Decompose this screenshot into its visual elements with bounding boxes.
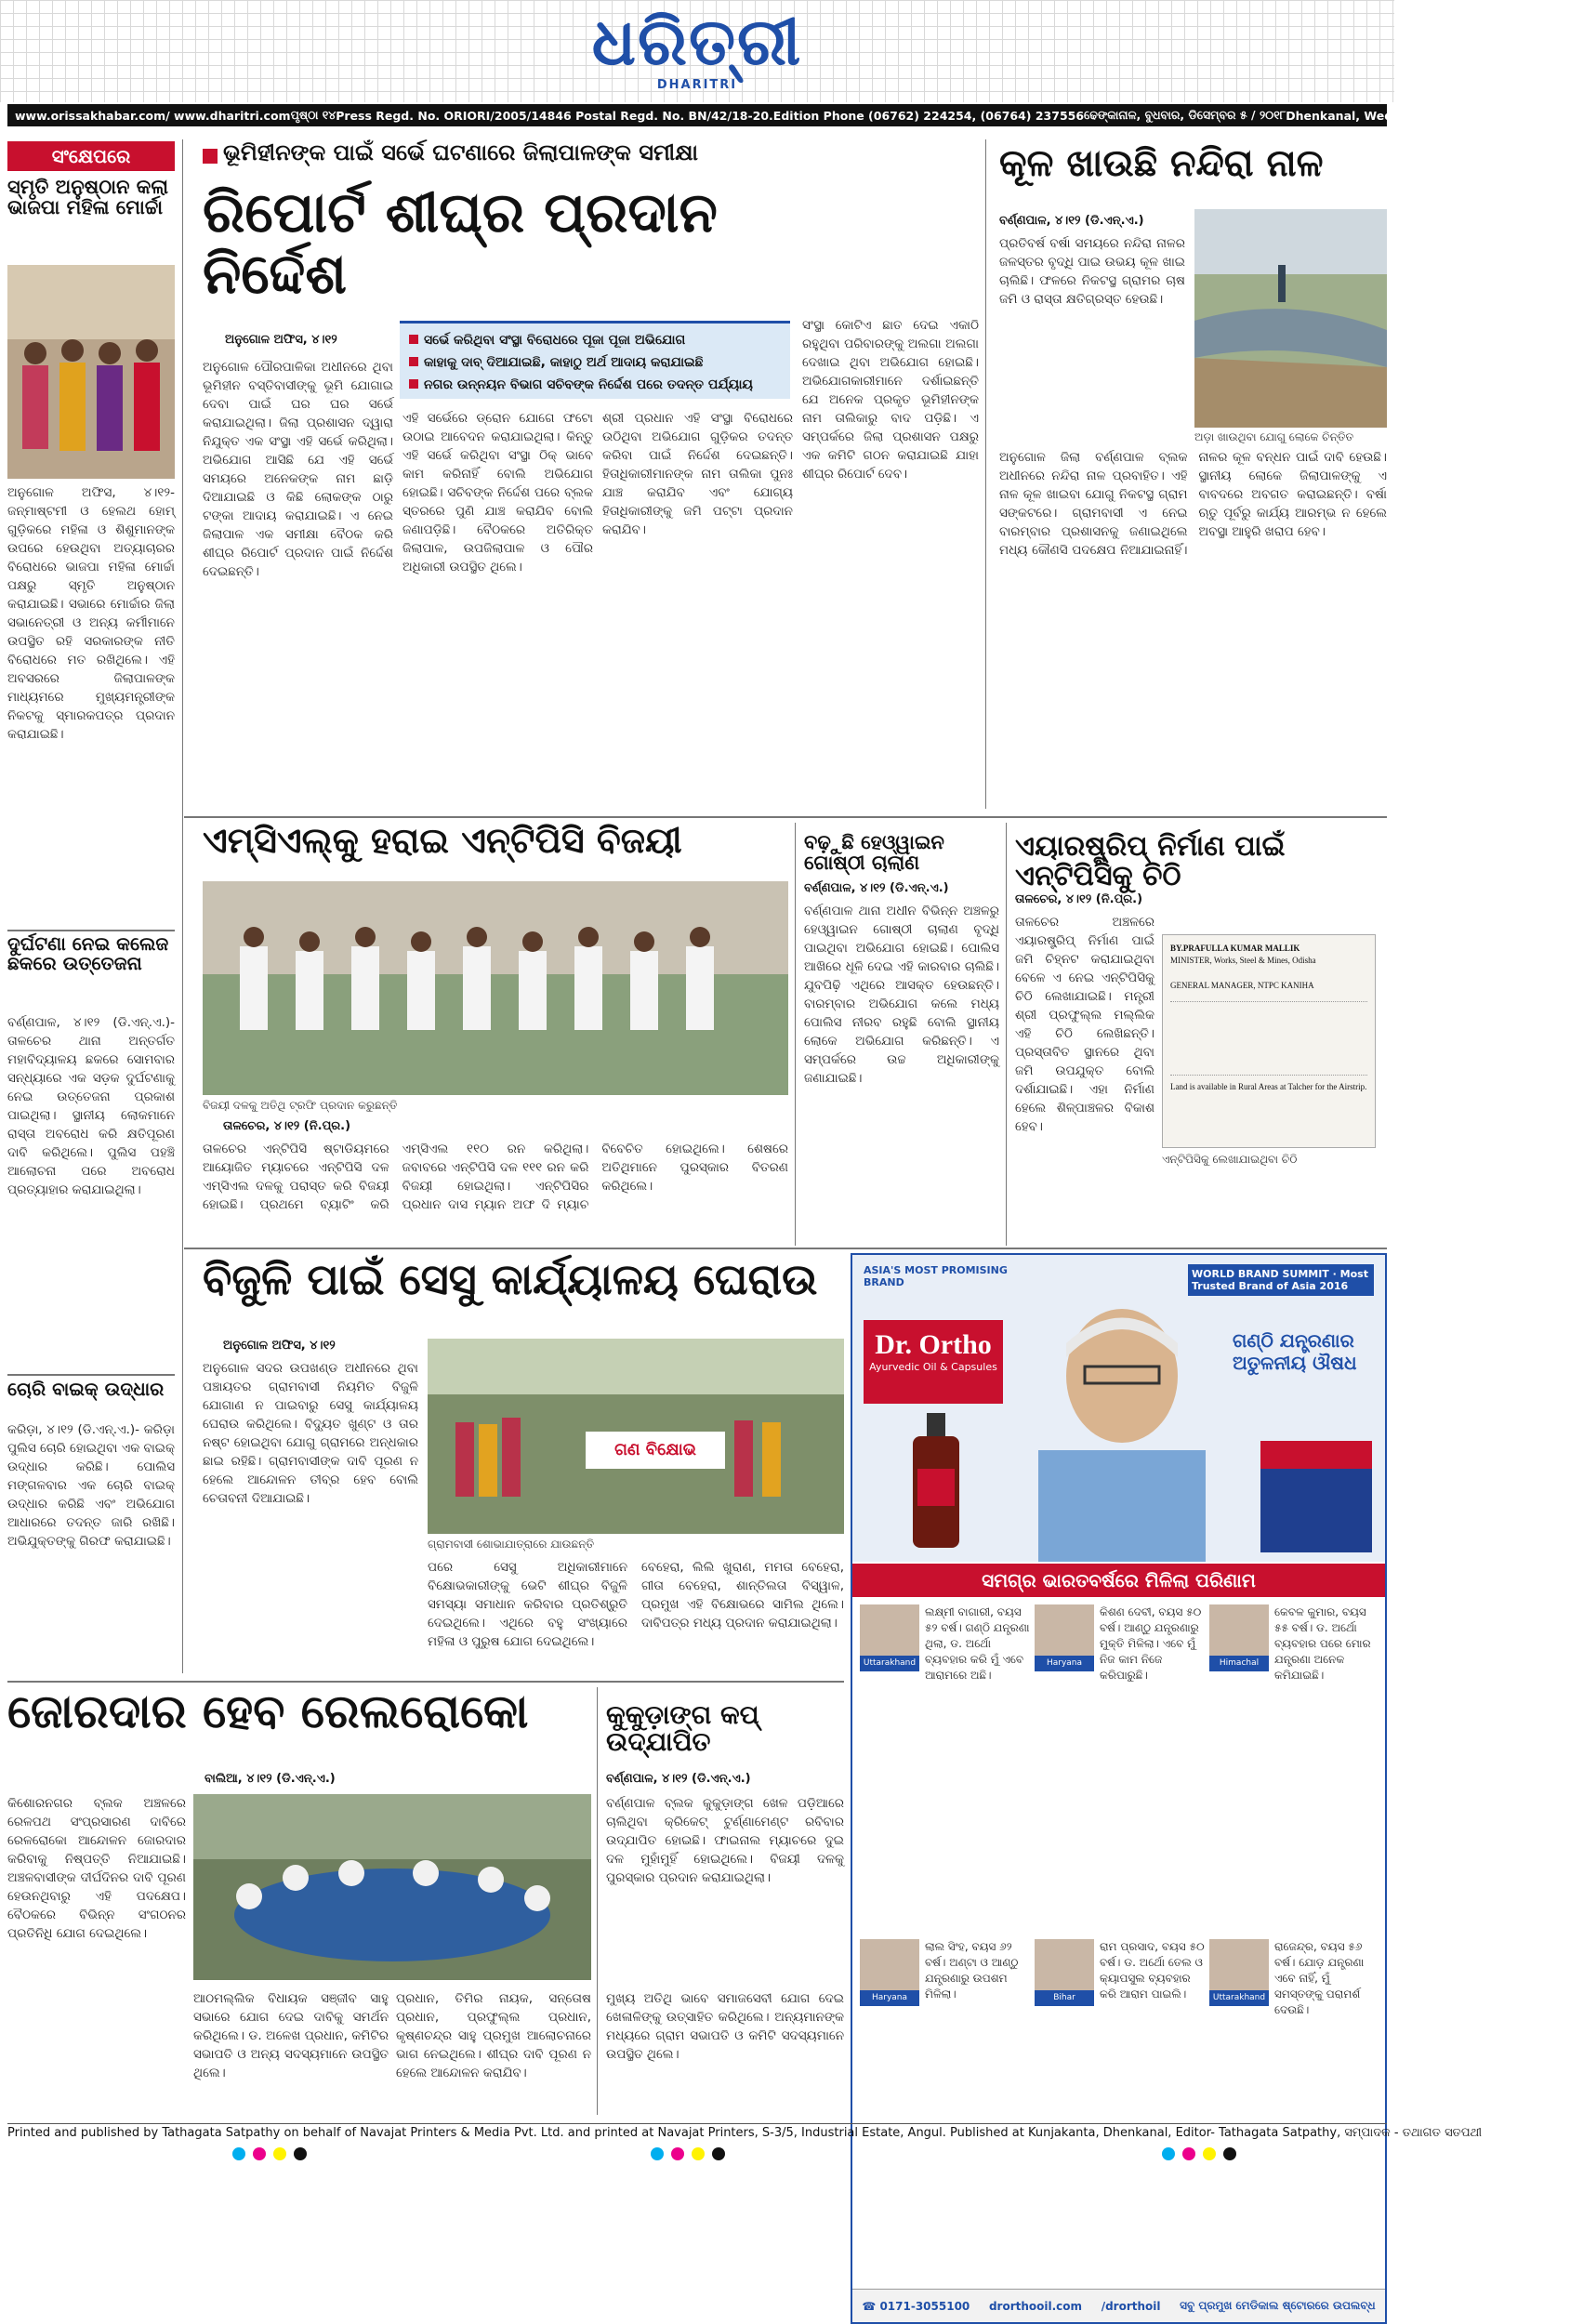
divider [184, 1248, 1387, 1249]
facebook-link[interactable]: /drorthoil [1101, 2299, 1161, 2313]
edition-phone: Edition Phone (06762) 224254, (06764) 237556 [772, 108, 1085, 123]
ad-endorser-photo [1010, 1292, 1234, 1562]
divider [184, 816, 1387, 818]
color-registration-marks [651, 2147, 725, 2160]
brief-band: ସଂକ୍ଷେପରେ [7, 141, 175, 171]
brief-3-body: କରିଡ଼ା, ୪।୧୨ (ଡି.ଏନ୍.ଏ.)- କରିଡ଼ା ପୁଲିସ ଚୋରି ହୋଇଥିବା ଏକ ବାଇକ୍ ଉଦ୍ଧାର କରିଛି। ପୋଲିସ ମଙ୍ଗଳବାର ଏକ ଚୋରି ବାଇକ୍ ଉଦ୍ଧାର କରିଛି ଏବଂ ଅଭିଯୋଗ ଆଧାରରେ ତଦନ୍ତ ଜାରି ରଖିଛି। ଅଭିଯୁକ୍ତଙ୍କୁ ଗିରଫ କରାଯାଇଛି। [7, 1422, 175, 1549]
testimonial-5: Bihar ରାମ ପ୍ରସାଦ, ବୟସ ୫୦ ବର୍ଷ। ଡ. ଅର୍ଥୋ ତେଲ ଓ କ୍ୟାପସୁଲ ବ୍ୟବହାର କରି ଆରାମ ପାଇଲି। [1035, 1939, 1207, 2255]
lead-body-1: ଅନୁଗୋଳ ପୌରପାଳିକା ଅଧୀନରେ ଥିବା ଭୂମିହୀନ ବସ୍ତିବାସୀଙ୍କୁ ଭୂମି ଯୋଗାଇ ଦେବା ପାଇଁ ଘର ଘର ସର୍ଭେ କରାଯାଇଥିଲା। ଜିଲା ପ୍ରଶାସନ ଦ୍ୱାରା ନିଯୁକ୍ତ ଏକ ସଂସ୍ଥା ଏହି ସର୍ଭେ କରିଥିଲା। ଅଭିଯୋଗ ଆସିଛି ଯେ ଏହି ସର୍ଭେ ସମୟରେ ଅନେକଙ୍କ ନାମ ଛାଡ଼ି ଦିଆଯାଇଛି ଓ କିଛି ଲୋକଙ୍କ ଠାରୁ ଟଙ୍କା ଆଦାୟ କରାଯାଇଛି। ଏ ନେଇ ଜିଲାପାଳ ଏକ ସମୀକ୍ଷା ବୈଠକ କରି ଶୀଘ୍ର ରିପୋର୍ଟ ପ୍ରଦାନ ପାଇଁ ନିର୍ଦ୍ଦେଶ ଦେଇଛନ୍ତି। [203, 360, 393, 579]
pothole-body: ବର୍ଣ୍ଣପାଳ ଥାନା ଅଧୀନ ବିଭିନ୍ନ ଅଞ୍ଚଳରୁ ହେଓ୍ୱାଇନ ଗୋଷ୍ଠୀ ଚାଲାଣ ବୃଦ୍ଧି ପାଇଥିବା ଅଭିଯୋଗ ହୋଇଛି। ପୋଲିସ ଆଖିରେ ଧୂଳି ଦେଇ ଏହି କାରବାର ଚାଲିଛି। ଯୁବପିଢ଼ି ଏଥିରେ ଆସକ୍ତ ହେଉଛନ୍ତି। ବାରମ୍ବାର ଅଭିଯୋଗ କଲେ ମଧ୍ୟ ପୋଲିସ ନୀରବ ରହୁଛି ବୋଲି ସ୍ଥାନୀୟ ଲୋକେ ଅଭିଯୋଗ କରିଛନ୍ତି। ଏ ସମ୍ପର୍କରେ ଉଚ୍ଚ ଅଧିକାରୀଙ୍କୁ ଜଣାଯାଇଛି। [804, 904, 999, 1086]
cup-headline: କୁକୁଡ଼ାଙ୍ଗ କପ୍ ଉଦ୍‌ଯାପିତ [606, 1699, 759, 1758]
lead-headline: ରିପୋର୍ଟ ଶୀଘ୍ର ପ୍ରଦାନ ନିର୍ଦ୍ଦେଶ [203, 180, 718, 307]
yellow-dot [1203, 2147, 1216, 2160]
black-dot [294, 2147, 307, 2160]
bullet-icon [409, 379, 418, 389]
cyan-dot [232, 2147, 245, 2160]
testimonial-1: Uttarakhand ଲକ୍ଷ୍ମୀ ବାଗାରୀ, ବୟସ ୫୨ ବର୍ଷ। ଗଣ୍ଠି ଯନ୍ତ୍ରଣା ଥିଲା, ଡ. ଅର୍ଥୋ ବ୍ୟବହାର କରି ମୁଁ ଏବେ ଆରାମରେ ଅଛି। [860, 1604, 1032, 1921]
divider [7, 930, 175, 931]
cup-dateline: ବର୍ଣ୍ଣପାଳ, ୪।୧୨ (ଡି.ଏନ୍.ଏ.) [606, 1772, 751, 1786]
power-body-3: ବେହେରା, ଲିଲି ଖୁରାଣ, ମମତା ବେହେରା, ଗୀତା ବେହେରା, ଶାନ୍ତିଲତା ବିସ୍ୱାଳ, ପ୍ରମୁଖ ଏହି ବିକ୍ଷୋଭରେ ସାମିଲ ଥିଲେ। ଦାବିପତ୍ର ମଧ୍ୟ ପ୍ରଦାନ କରାଯାଇଥିଲା। [641, 1560, 844, 1631]
cricket-dateline: ତାଳଚେର, ୪।୧୨ (ନି.ପ୍ର.) [223, 1119, 351, 1133]
subhead-3: ନଗର ଉନ୍ନୟନ ବିଭାଗ ସଚିବଙ୍କ ନିର୍ଦ୍ଦେଶ ପରେ ତଦନ୍ତ ପର୍ଯ୍ୟାୟ [409, 374, 781, 396]
power-headline: ବିଜୁଳି ପାଇଁ ସେସୁ କାର୍ଯ୍ୟାଳୟ ଘେରାଉ [203, 1254, 818, 1304]
ad-brand-sub: Ayurvedic Oil & Capsules [869, 1361, 997, 1373]
avatar: Himachal [1209, 1604, 1269, 1671]
avatar: Uttarakhand [860, 1604, 919, 1671]
airstrip-dateline: ତାଳଚେର, ୪।୧୨ (ନି.ପ୍ର.) [1015, 892, 1143, 906]
bullet-icon [409, 335, 418, 344]
ad-badge-right: WORLD BRAND SUMMIT · Most Trusted Brand of Asia 2016 [1188, 1264, 1374, 1296]
ad-footer [852, 2289, 1385, 2322]
magenta-dot [253, 2147, 266, 2160]
brief-3-title-box [7, 1380, 175, 1417]
ad-availability: ସବୁ ପ୍ରମୁଖ ମେଡିକାଲ ଷ୍ଟୋରରେ ଉପଲବ୍ଧ [1180, 2299, 1376, 2312]
rail-body-1: କିଶୋରନଗର ବ୍ଲକ ଅଞ୍ଚଳରେ ରେଳପଥ ସଂପ୍ରସାରଣ ଦାବିରେ ରେଳରୋକୋ ଆନ୍ଦୋଳନ ଜୋରଦାର କରିବାକୁ ନିଷ୍ପତ୍ତି ନିଆଯାଇଛି। ଅଞ୍ଚଳବାସୀଙ୍କ ଦୀର୍ଘଦିନର ଦାବି ପୂରଣ ହେଉନଥିବାରୁ ଏହି ପଦକ୍ଷେପ। ବୈଠକରେ ବିଭିନ୍ନ ସଂଗଠନର ପ୍ରତିନିଧି ଯୋଗ ଦେଇଥିଲେ। [7, 1796, 186, 1941]
cricket-caption: ବିଜୟୀ ଦଳକୁ ଅତିଥି ଟ୍ରଫି ପ୍ରଦାନ କରୁଛନ୍ତି [203, 1099, 398, 1112]
black-dot [1223, 2147, 1236, 2160]
color-registration-marks [232, 2147, 307, 2160]
avatar: Haryana [1035, 1604, 1094, 1671]
column-rule [597, 1687, 598, 2115]
lead-headline-box [203, 180, 816, 307]
divider [7, 1681, 844, 1683]
lead-dateline: ଅନୁଗୋଳ ଅଫିସ, ୪।୧୨ [225, 333, 337, 347]
testimonial-6: Uttarakhand ରାଜେନ୍ଦ୍ର, ବୟସ ୫୬ ବର୍ଷ। ଯୋଡ଼ ଯନ୍ତ୍ରଣା ଏବେ ନାହିଁ, ମୁଁ ସମସ୍ତଙ୍କୁ ପରାମର୍ଶ ଦେଉଛି। [1209, 1939, 1381, 2255]
river-bank-photo [1194, 209, 1387, 428]
page-number: ପୃଷ୍ଠା ୧୪ [290, 108, 336, 122]
testimonial-3: Himachal କେବଳ କୁମାର, ବୟସ ୫୫ ବର୍ଷ। ଡ. ଅର୍ଥୋ ବ୍ୟବହାର ପରେ ମୋର ଯନ୍ତ୍ରଣା ଅନେକ କମିଯାଇଛି। [1209, 1604, 1381, 1921]
yellow-dot [692, 2147, 705, 2160]
date-english: Dhenkanal, Wednesday, December 5 / 2018 [1286, 108, 1570, 123]
newspaper-logo-sub: DHARITRI [656, 78, 738, 92]
lead-kicker: ଭୂମିହୀନଙ୍କ ପାଇଁ ସର୍ଭେ ଘଟଣାରେ ଜିଲାପାଳଙ୍କ ସମୀକ୍ଷା [223, 139, 698, 165]
brief-1-photo [7, 265, 175, 479]
ad-results-band: ସମଗ୍ର ଭାରତବର୍ଷରେ ମିଳିଲା ପରିଣାମ [852, 1564, 1385, 1597]
rail-photo [193, 1794, 591, 1980]
rail-body-3: ପ୍ରଧାନ, ତିମିର ନାୟକ, ସନ୍ତୋଷ ପ୍ରଧାନ, ପ୍ରଫୁଲ୍ଲ ପ୍ରଧାନ, କୃଷ୍ଣଚନ୍ଦ୍ର ସାହୁ ପ୍ରମୁଖ ଆଲୋଚନାରେ ଭାଗ ନେଇଥିଲେ। ଶୀଘ୍ର ଦାବି ପୂରଣ ନ ହେଲେ ଆନ୍ଦୋଳନ କରାଯିବ। [396, 1991, 591, 2080]
masthead [548, 3, 846, 99]
lead-body-2: ଏହି ସର୍ଭେରେ ଡ୍ରୋନ ଯୋଗେ ଫଟୋ ଉଠାଇ ଆବେଦନ କରାଯାଇଥିଲା। କିନ୍ତୁ ଏହି ସର୍ଭେ କରିଥିବା ସଂସ୍ଥା ଠିକ୍ ଭାବେ କାମ କରିନାହିଁ ବୋଲି ଅଭିଯୋଗ ହୋଇଛି। ସଚିବଙ୍କ ନିର୍ଦ୍ଦେଶ ପରେ ବ୍ଲକ ସ୍ତରରେ ପୁଣି ଯାଞ୍ଚ କରାଯିବ ବୋଲି ଜଣାପଡ଼ିଛି। ବୈଠକରେ ଅତିରିକ୍ତ ଜିଲାପାଳ, ଉପଜିଲାପାଳ ଓ ପୌର ଅଧିକାରୀ ଉପସ୍ଥିତ ଥିଲେ। [402, 411, 593, 574]
bullet-icon [203, 149, 218, 164]
brief-1-body: ଅନୁଗୋଳ ଅଫିସ, ୪।୧୨- ଜନ୍ମାଷ୍ଟମୀ ଓ ହେଲଥ ହୋମ୍ ଗୁଡ଼ିକରେ ମହିଳା ଓ ଶିଶୁମାନଙ୍କ ଉପରେ ହେଉଥିବା ଅତ୍ୟାଚାରର ବିରୋଧରେ ଭାଜପା ମହିଳା ମୋର୍ଚ୍ଚା ପକ୍ଷରୁ ସ୍ମୃତି ଅନୁଷ୍ଠାନ କରାଯାଇଛି। ସଭାରେ ମୋର୍ଚ୍ଚାର ଜିଲା ସଭାନେତ୍ରୀ ଓ ଅନ୍ୟ କର୍ମୀମାନେ ଉପସ୍ଥିତ ରହି ସରକାରଙ୍କ ନୀତି ବିରୋଧରେ ମତ ରଖିଥିଲେ। ଏହି ଅବସରରେ ଜିଲାପାଳଙ୍କ ମାଧ୍ୟମରେ ମୁଖ୍ୟମନ୍ତ୍ରୀଙ୍କ ନିକଟକୁ ସ୍ମାରକପତ୍ର ପ୍ରଦାନ କରାଯାଇଛି। [7, 485, 175, 742]
river-body: ଅନୁଗୋଳ ଜିଲା ବର୍ଣ୍ଣପାଳ ବ୍ଲକ ଅଧୀନରେ ନନ୍ଦିରା ନାଳ ପ୍ରବାହିତ। ଏହି ନାଳ କୂଳ ଖାଇବା ଯୋଗୁ ନିକଟସ୍ଥ ଗ୍ରାମ ସଙ୍କଟରେ। ଗ୍ରାମବାସୀ ଏ ନେଇ ବାରମ୍ବାର ପ୍ରଶାସନକୁ ଜଣାଇଥିଲେ ମଧ୍ୟ କୌଣସି ପଦକ୍ଷେପ ନିଆଯାଇନାହିଁ। ନାଳର କୂଳ ବନ୍ଧନ ପାଇଁ ଦାବି ହେଉଛି। ସ୍ଥାନୀୟ ଲୋକେ ଜିଲାପାଳଙ୍କୁ ଏ ବାବଦରେ ଅବଗତ କରାଇଛନ୍ତି। ବର୍ଷା ଋତୁ ପୂର୍ବରୁ କାର୍ଯ୍ୟ ଆରମ୍ଭ ନ ହେଲେ ଅବସ୍ଥା ଆହୁରି ଖରାପ ହେବ। [999, 450, 1387, 558]
press-reg: Press Regd. No. ORIORI/2005/14846 Postal Regd. No. BN/42/18-20. [336, 108, 773, 123]
pothole-headline-box [804, 832, 999, 878]
column-rule [1006, 823, 1007, 1246]
magenta-dot [1182, 2147, 1195, 2160]
brief-2-title-box [7, 934, 175, 1009]
ad-brand-box [864, 1320, 1003, 1404]
brief-1-title-box [7, 177, 175, 260]
column-rule [182, 139, 183, 1673]
letter-role: MINISTER, Works, Steel & Mines, Odisha [1170, 956, 1316, 965]
river-caption: ଅଡ଼ା ଖାଉଥିବା ଯୋଗୁ ଲୋକେ ଚିନ୍ତିତ [1194, 430, 1354, 443]
letter-head: BY.PRAFULLA KUMAR MALLIK [1170, 944, 1300, 953]
info-bar [7, 104, 1570, 126]
letter-to: GENERAL MANAGER, NTPC KANIHA [1170, 981, 1314, 990]
meeting-photo [193, 1794, 591, 1980]
imprint-footer: Printed and published by Tathagata Satpathy on behalf of Navajat Printers & Media Pvt. Ltd. and printed at Navajat Printers, S-3/5, Industrial Estate, Angul. Published at Kunjakanta, Dhenkanal, Editor- Tathagata Satpathy, ସମ୍ପାଦକ - ତଥାଗତ ସତପଥୀ [7, 2123, 1387, 2142]
rail-dateline: ବାଲିଆ, ୪।୧୨ (ଡି.ଏନ୍.ଏ.) [204, 1772, 336, 1786]
date-odia: ଢେଙ୍କାନାଳ, ବୁଧବାର, ଡିସେମ୍ବର ୫ / ୨୦୧୮ [1084, 108, 1286, 122]
brief-2-title: ଦୁର୍ଘଟଣା ନେଇ କଲେଜ ଛକରେ ଉତ୍ତେଜନା [7, 932, 169, 974]
black-dot [712, 2147, 725, 2160]
airstrip-headline-box [1015, 830, 1387, 892]
letter-image [1162, 934, 1376, 1148]
river-headline: କୂଳ ଖାଉଛି ନନ୍ଦିରା ନାଳ [999, 142, 1324, 185]
ad-tagline: ଗଣ୍ଠି ଯନ୍ତ୍ରଣାର ଅତୁଳନୀୟ ଔଷଧ [1233, 1329, 1357, 1374]
avatar: Bihar [1035, 1939, 1094, 2006]
cyan-dot [651, 2147, 664, 2160]
cup-body-2: ମୁଖ୍ୟ ଅତିଥି ଭାବେ ସମାଜସେବୀ ଯୋଗ ଦେଇ ଖେଳାଳିଙ୍କୁ ଉତ୍ସାହିତ କରିଥିଲେ। ଅନ୍ୟମାନଙ୍କ ମଧ୍ୟରେ ଗ୍ରାମ ସଭାପତି ଓ କମିଟି ସଦସ୍ୟମାନେ ଉପସ୍ଥିତ ଥିଲେ। [606, 1991, 844, 2062]
power-body-1: ଅନୁଗୋଳ ସଦର ଉପଖଣ୍ଡ ଅଧୀନରେ ଥିବା ପଞ୍ଚାୟତର ଗ୍ରାମବାସୀ ନିୟମିତ ବିଜୁଳି ଯୋଗାଣ ନ ପାଇବାରୁ ସେସୁ କାର୍ଯ୍ୟାଳୟ ଘେରାଉ କରିଥିଲେ। ବିଦ୍ୟୁତ ଖୁଣ୍ଟ ଓ ତାର ନଷ୍ଟ ହୋଇଥିବା ଯୋଗୁ ଗ୍ରାମରେ ଅନ୍ଧକାର ଛାଇ ରହିଛି। ଗ୍ରାମବାସୀଙ୍କ ଦାବି ପୂରଣ ନ ହେଲେ ଆନ୍ଦୋଳନ ତୀବ୍ର ହେବ ବୋଲି ଚେତାବନୀ ଦିଆଯାଇଛି। [203, 1361, 418, 1506]
testimonial-2: Haryana କିଶଣ ଦେବୀ, ବୟସ ୫୦ ବର୍ଷ। ଆଣ୍ଠୁ ଯନ୍ତ୍ରଣାରୁ ମୁକ୍ତି ମିଳିଲା। ଏବେ ମୁଁ ନିଜ କାମ ନିଜେ କରିପାରୁଛି। [1035, 1604, 1207, 1921]
brief-1-title: ସ୍ମୃତି ଅନୁଷ୍ଠାନ କଲା ଭାଜପା ମହିଳା ମୋର୍ଚ୍ଚା [7, 176, 168, 219]
avatar: Haryana [860, 1939, 919, 2006]
testimonial-4: Haryana ଲାଲ ସିଂହ, ବୟସ ୬୨ ବର୍ଷ। ଅଣ୍ଟା ଓ ଆଣ୍ଠୁ ଯନ୍ତ୍ରଣାରୁ ଉପଶମ ମିଳିଲା। [860, 1939, 1032, 2255]
cricket-headline-box [203, 820, 788, 878]
ad-box-icon [1260, 1441, 1372, 1552]
airstrip-headline: ଏୟାରଷ୍ଟ୍ରିପ୍ ନିର୍ମାଣ ପାଇଁ ଏନ୍‌ଟିପିସିକୁ ଚିଠି [1015, 830, 1286, 892]
airstrip-body: ତାଳଚେର ଅଞ୍ଚଳରେ ଏୟାରଷ୍ଟ୍ରିପ୍ ନିର୍ମାଣ ପାଇଁ ଜମି ଚିହ୍ନଟ କରାଯାଇଥିବା ବେଳେ ଏ ନେଇ ଏନ୍‌ଟିପିସିକୁ ଚିଠି ଲେଖାଯାଇଛି। ମନ୍ତ୍ରୀ ଶ୍ରୀ ପ୍ରଫୁଲ୍ଲ ମଲ୍ଲିକ ଏହି ଚିଠି ଲେଖିଛନ୍ତି। ପ୍ରସ୍ତାବିତ ସ୍ଥାନରେ ଥିବା ଜମି ଉପଯୁକ୍ତ ବୋଲି ଦର୍ଶାଯାଇଛି। ଏହା ନିର୍ମାଣ ହେଲେ ଶିଳ୍ପାଞ୍ଚଳର ବିକାଶ ହେବ। [1015, 915, 1154, 1134]
pothole-dateline: ବର୍ଣ୍ଣପାଳ, ୪।୧୨ (ଡି.ଏନ୍.ଏ.) [804, 881, 949, 895]
pothole-headline: ବଢ଼ୁଛି ହେଓ୍ୱାଇନ ଗୋଷ୍ଠୀ ଚାଲାଣ [804, 831, 944, 875]
rail-headline: ଜୋରଦାର ହେବ ରେଲରୋକୋ [7, 1684, 529, 1738]
lead-subheads [400, 321, 790, 399]
cricket-headline: ଏମ୍‌ସିଏଲ୍‌କୁ ହରାଇ ଏନ୍‌ଟିପିସି ବିଜୟୀ [203, 820, 682, 861]
brief-2-body: ବର୍ଣ୍ଣପାଳ, ୪।୧୨ (ଡି.ଏନ୍.ଏ.)- ତାଳଚେର ଥାନା ଅନ୍ତର୍ଗତ ମହାବିଦ୍ୟାଳୟ ଛକରେ ସୋମବାର ସନ୍ଧ୍ୟାରେ ଏକ ସଡ଼କ ଦୁର୍ଘଟଣାକୁ ନେଇ ଉତ୍ତେଜନା ପ୍ରକାଶ ପାଇଥିଲା। ସ୍ଥାନୀୟ ଲୋକମାନେ ରାସ୍ତା ଅବରୋଧ କରି କ୍ଷତିପୂରଣ ଦାବି କରିଥିଲେ। ପୁଲିସ ପହଞ୍ଚି ଆଲୋଚନା ପରେ ଅବରୋଧ ପ୍ରତ୍ୟାହାର କରାଯାଇଥିଲା। [7, 1015, 175, 1197]
women-group-photo [7, 265, 175, 479]
phone-link[interactable]: ☎ 0171-3055100 [862, 2299, 970, 2313]
ad-brand: Dr. Ortho [875, 1329, 992, 1360]
rail-headline-box [7, 1684, 593, 1752]
divider [7, 1374, 175, 1376]
ad-hero [852, 1255, 1385, 1562]
yellow-dot [273, 2147, 286, 2160]
river-photo [1194, 209, 1387, 428]
bullet-icon [409, 357, 418, 366]
power-caption: ଗ୍ରାମବାସୀ ଶୋଭାଯାତ୍ରାରେ ଯାଉଛନ୍ତି [428, 1538, 595, 1551]
subhead-2: କାହାକୁ ଦାବ୍ ଦିଆଯାଇଛି, କାହାଠୁ ଅର୍ଥ ଆଦାୟ କରାଯାଇଛି [409, 351, 781, 374]
cup-body-1: ବର୍ଣ୍ଣପାଳ ବ୍ଲକ କୁକୁଡ଼ାଙ୍ଗ ଖେଳ ପଡ଼ିଆରେ ଚାଲିଥିବା କ୍ରିକେଟ୍ ଟୁର୍ଣ୍ଣାମେଣ୍ଟ ରବିବାର ଉଦ୍‌ଯାପିତ ହୋଇଛି। ଫାଇନାଲ ମ୍ୟାଚରେ ଦୁଇ ଦଳ ମୁହାଁମୁହିଁ ହୋଇଥିଲେ। ବିଜୟୀ ଦଳକୁ ପୁରସ୍କାର ପ୍ରଦାନ କରାଯାଇଥିଲା। [606, 1796, 844, 1885]
cricket-body: ତାଳଚେର ଏନ୍‌ଟିପିସି ଷ୍ଟାଡିୟମରେ ଆୟୋଜିତ ମ୍ୟାଚରେ ଏନ୍‌ଟିପିସି ଦଳ ଏମ୍‌ସିଏଲ ଦଳକୁ ପରାସ୍ତ କରି ବିଜୟୀ ହୋଇଛି। ପ୍ରଥମେ ବ୍ୟାଟିଂ କରି ଏମ୍‌ସିଏଲ ୧୧୦ ରନ କରିଥିଲା। ଜବାବରେ ଏନ୍‌ଟିପିସି ଦଳ ୧୧୧ ରନ କରି ବିଜୟୀ ହୋଇଥିଲା। ଏନ୍‌ଟିପିସିର ପ୍ରଧାନ ଦାସ ମ୍ୟାନ ଅଫ ଦି ମ୍ୟାଚ ବିବେଚିତ ହୋଇଥିଲେ। ଶେଷରେ ଅତିଥିମାନେ ପୁରସ୍କାର ବିତରଣ କରିଥିଲେ। [203, 1142, 788, 1212]
newspaper-logo: ଧରିତ୍ରୀ [591, 3, 803, 80]
subhead-1: ସର୍ଭେ କରିଥିବା ସଂସ୍ଥା ବିରୋଧରେ ପୂଜା ପୂଜା ଅଭିଯୋଗ [409, 329, 781, 351]
river-dateline: ବର୍ଣ୍ଣପାଳ, ୪।୧୨ (ଡି.ଏନ୍.ଏ.) [999, 214, 1144, 228]
column-rule [985, 139, 986, 809]
avatar: Uttarakhand [1209, 1939, 1269, 2006]
rail-body-2: ଆଠମଲ୍ଲିକ ବିଧାୟକ ସଞ୍ଜୀବ ସାହୁ ସଭାରେ ଯୋଗ ଦେଇ ଦାବିକୁ ସମର୍ଥନ କରିଥିଲେ। ଡ. ଅଳେଖ ପ୍ରଧାନ, କମିଟିର ସଭାପତି ଓ ଅନ୍ୟ ସଦସ୍ୟମାନେ ଉପସ୍ଥିତ ଥିଲେ। [193, 1991, 389, 2080]
ad-bottle-icon [908, 1413, 964, 1552]
cricket-photo [203, 881, 788, 1095]
power-body-2: ପରେ ସେସୁ ଅଧିକାରୀମାନେ ବିକ୍ଷୋଭକାରୀଙ୍କୁ ଭେଟି ଶୀଘ୍ର ବିଜୁଳି ସମସ୍ୟା ସମାଧାନ କରିବାର ପ୍ରତିଶ୍ରୁତି ଦେଇଥିଲେ। ଏଥିରେ ବହୁ ସଂଖ୍ୟାରେ ମହିଳା ଓ ପୁରୁଷ ଯୋଗ ଦେଇଥିଲେ। [428, 1560, 627, 1649]
power-photo [428, 1339, 844, 1534]
cup-headline-box [606, 1701, 844, 1757]
color-registration-marks [1162, 2147, 1236, 2160]
power-headline-box [203, 1254, 844, 1313]
dr-ortho-advertisement[interactable] [851, 1253, 1387, 2324]
magenta-dot [671, 2147, 684, 2160]
letter-line: Land is available in Rural Areas at Talcher for the Airstrip. [1170, 1082, 1367, 1091]
protest-banner: ଗଣ ବିକ୍ଷୋଭ [614, 1440, 696, 1459]
brief-3-title: ଚୋରି ବାଇକ୍ ଉଦ୍ଧାର [7, 1378, 165, 1400]
river-headline-box [999, 144, 1387, 209]
column-rule [795, 823, 796, 1246]
airstrip-caption: ଏନ୍‌ଟିପିସିକୁ ଲେଖାଯାଇଥିବା ଚିଠି [1162, 1153, 1298, 1166]
lead-kicker-box [203, 141, 816, 178]
web-link[interactable]: drorthooil.com [988, 2299, 1083, 2313]
lead-body-3: ଶ୍ରୀ ପ୍ରଧାନ ଏହି ସଂସ୍ଥା ବିରୋଧରେ ଉଠିଥିବା ଅଭିଯୋଗ ଗୁଡ଼ିକର ତଦନ୍ତ କରିବା ପାଇଁ ନିର୍ଦ୍ଦେଶ ଦେଇଛନ୍ତି। ହିତାଧିକାରୀମାନଙ୍କ ନାମ ତାଲିକା ପୁନଃ ଯାଞ୍ଚ କରାଯିବ ଏବଂ ଯୋଗ୍ୟ ହିତାଧିକାରୀଙ୍କୁ ଜମି ପଟ୍ଟା ପ୍ରଦାନ କରାଯିବ। [602, 411, 793, 537]
cyan-dot [1162, 2147, 1175, 2160]
power-dateline: ଅନୁଗୋଳ ଅଫିସ, ୪।୧୨ [223, 1339, 336, 1353]
lead-body-4: ସଂସ୍ଥା କୋଟିଏ ଛାତ ଦେଇ ଏକାଠି ରହୁଥିବା ପରିବାରଙ୍କୁ ଅଲଗା ଅଲଗା ଦେଖାଇ ଥିବା ଅଭିଯୋଗ ହୋଇଛି। ଅଭିଯୋଗକାରୀମାନେ ଦର୍ଶାଇଛନ୍ତି ଯେ ଅନେକ ପ୍ରକୃତ ଭୂମିହୀନଙ୍କ ନାମ ତାଲିକାରୁ ବାଦ ପଡ଼ିଛି। ଏ ସମ୍ପର୍କରେ ଜିଲା ପ୍ରଶାସନ ପକ୍ଷରୁ ଏକ କମିଟି ଗଠନ କରାଯାଇଛି ଯାହା ଶୀଘ୍ର ରିପୋର୍ଟ ଦେବ। [802, 318, 979, 482]
ad-badge-left: ASIA'S MOST PROMISING BRAND [864, 1264, 1008, 1288]
team-photo [203, 881, 788, 1095]
website[interactable]: www.orissakhabar.com/ www.dharitri.com [15, 108, 291, 123]
river-body-top: ପ୍ରତିବର୍ଷ ବର୍ଷା ସମୟରେ ନନ୍ଦିରା ନାଳର ଜଳସ୍ତର ବୃଦ୍ଧି ପାଇ ଉଭୟ କୂଳ ଖାଇ ଚାଲିଛି। ଫଳରେ ନିକଟସ୍ଥ ଗ୍ରାମର ଚାଷ ଜମି ଓ ରାସ୍ତା କ୍ଷତିଗ୍ରସ୍ତ ହେଉଛି। [999, 236, 1185, 307]
